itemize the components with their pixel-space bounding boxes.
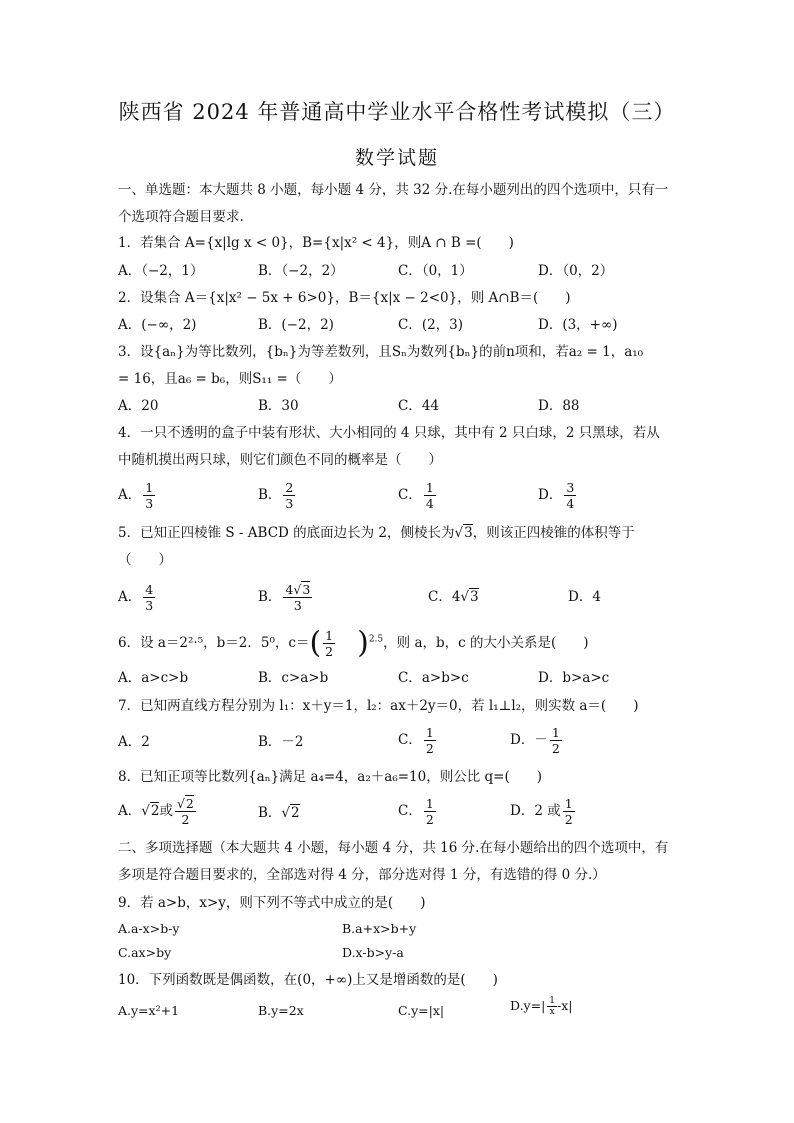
- section-1-instructions: 一、单选题：本大题共 8 小题，每小题 4 分，共 32 分.在每小题列出的四个选项中，只有一: [118, 182, 669, 198]
- q6-option-b: B．c>a>b: [258, 670, 329, 686]
- q8-option-b: B．√2: [258, 805, 300, 821]
- section-1-instructions-cont: 个选项符合题目要求.: [118, 209, 244, 225]
- q9-option-c: C.ax>by: [118, 945, 172, 960]
- q4-option-a: A． $\frac{1}{3}$: [118, 480, 154, 511]
- q4-option-b: B． $\frac{2}{3}$: [258, 480, 294, 511]
- q10-option-c: C.y=|x|: [398, 1003, 445, 1018]
- fraction: $\frac{4√3}{3}$: [285, 582, 311, 613]
- q3-stem: 3．设{aₙ}为等比数列，{bₙ}为等差数列，且Sₙ为数列{bₙ}的前n项和，若a₂ = 1，a₁₀: [118, 344, 644, 360]
- q1-option-d: D．（0，2）: [538, 263, 614, 279]
- q7-option-d: D．－ $\frac{1}{2}$: [510, 725, 560, 756]
- q3-option-d: D．88: [538, 398, 580, 414]
- q5-option-d: D．4: [568, 589, 601, 605]
- q2-option-d: D．(3，+∞): [538, 317, 618, 333]
- q6-stem: 6．设 a＝2²·⁵，b＝2．5⁰，c＝( $\frac{1}{2}$ )$^{2.5}$，则 a，b，c 的大小关系是( ): [118, 625, 589, 661]
- section-2-instructions: 二、多项选择题（本大题共 4 小题，每小题 4 分，共 16 分.在每小题给出的四个选项中，有: [118, 840, 669, 856]
- page-subtitle: 数学试题: [354, 147, 439, 169]
- q9-stem: 9．若 a>b，x>y，则下列不等式中成立的是( ): [118, 895, 426, 911]
- q8-option-c: C． $\frac{1}{2}$: [398, 796, 434, 827]
- fraction: $\frac{1}{3}$: [145, 480, 154, 511]
- fraction: $\frac{1}{2}$: [425, 725, 434, 756]
- q5-stem-cont: （ ）: [118, 552, 172, 568]
- q9-option-b: B.a+x>b+y: [342, 921, 417, 936]
- fraction: $\frac{3}{4}$: [566, 480, 575, 511]
- q10-option-a: A.y=x²+1: [118, 1003, 180, 1018]
- q5-option-c: C．4√3: [428, 589, 479, 605]
- q2-option-b: B．(−2，2): [258, 317, 334, 333]
- fraction: $\frac{1}{2}$: [564, 796, 573, 827]
- q2-stem: 2．设集合 A＝{x|x² − 5x + 6>0}，B＝{x|x − 2<0}，则 A∩B＝( ): [118, 290, 571, 306]
- q8-option-a: A．√2或 $\frac{√2}{2}$: [118, 796, 194, 827]
- fraction: $\frac{1}{2}$: [551, 725, 560, 756]
- q1-option-b: B．（−2，2）: [258, 263, 344, 279]
- q2-option-c: C．(2，3): [398, 317, 464, 333]
- q2-option-a: A．(−∞，2): [118, 317, 197, 333]
- q7-stem: 7．已知两直线方程分别为 l₁：x＋y＝1，l₂：ax＋2y＝0，若 l₁⊥l₂，则实数 a＝( ): [118, 698, 639, 714]
- q9-option-d: D.x-b>y-a: [342, 945, 404, 960]
- q7-option-b: B．－2: [258, 734, 304, 750]
- fraction: $\frac{1}{2}$: [325, 628, 334, 659]
- q6-option-a: A．a>c>b: [118, 670, 189, 686]
- q5-option-a: A． $\frac{4}{3}$: [118, 582, 154, 613]
- q6-option-c: C．a>b>c: [398, 670, 469, 686]
- q7-option-c: C． $\frac{1}{2}$: [398, 725, 434, 756]
- fraction: $\frac{1}{4}$: [425, 480, 434, 511]
- q4-option-d: D． $\frac{3}{4}$: [538, 480, 575, 511]
- q8-option-d: D．2 或 $\frac{1}{2}$: [510, 796, 573, 827]
- fraction: $\frac{1}{2}$: [425, 796, 434, 827]
- q10-option-b: B.y=2x: [258, 1003, 304, 1018]
- q3-stem-cont: = 16，且a₆ = b₆，则S₁₁ =（ ）: [118, 371, 342, 387]
- section-2-instructions-cont: 多项是符合题目要求的，全部选对得 4 分，部分选对得 1 分，有选错的得 0 分.）: [118, 867, 606, 883]
- q3-option-c: C．44: [398, 398, 440, 414]
- q10-stem: 10．下列函数既是偶函数，在(0，+∞)上又是增函数的是( ): [118, 972, 498, 988]
- q6-option-d: D．b>a>c: [538, 670, 610, 686]
- q9-option-a: A.a-x>b-y: [118, 921, 180, 936]
- q10-option-d: D.y=| $\frac{1}{x}$ -x|: [510, 996, 573, 1017]
- page-title: 陕西省 2024 年普通高中学业水平合格性考试模拟（三）: [118, 100, 676, 124]
- fraction: $\frac{4}{3}$: [145, 582, 154, 613]
- q4-stem-cont: 中随机摸出两只球，则它们颜色不同的概率是（ ）: [118, 452, 442, 468]
- q3-option-a: A．20: [118, 398, 159, 414]
- q7-option-a: A．2: [118, 734, 150, 750]
- q1-option-a: A．（−2，1）: [118, 263, 204, 279]
- q8-stem: 8．已知正项等比数列{aₙ}满足 a₄=4，a₂＋a₆=10，则公比 q=( ): [118, 769, 542, 785]
- q4-option-c: C． $\frac{1}{4}$: [398, 480, 434, 511]
- fraction: $\frac{√2}{2}$: [176, 796, 194, 827]
- q5-option-b: B． $\frac{4√3}{3}$: [258, 582, 311, 613]
- q5-stem: 5．已知正四棱锥 S - ABCD 的底面边长为 2，侧棱长为√3，则该正四棱锥的体积等于: [118, 525, 635, 541]
- q4-stem: 4．一只不透明的盒子中装有形状、大小相同的 4 只球，其中有 2 只白球，2 只黑球，若从: [118, 425, 660, 441]
- fraction: $\frac{2}{3}$: [285, 480, 294, 511]
- q1-stem: 1．若集合 A={x|lg x < 0}，B={x|x² < 4}，则A ∩ B =( ): [118, 235, 514, 251]
- q1-option-c: C．（0，1）: [398, 263, 473, 279]
- q3-option-b: B．30: [258, 398, 299, 414]
- fraction: $\frac{1}{x}$: [549, 996, 556, 1017]
